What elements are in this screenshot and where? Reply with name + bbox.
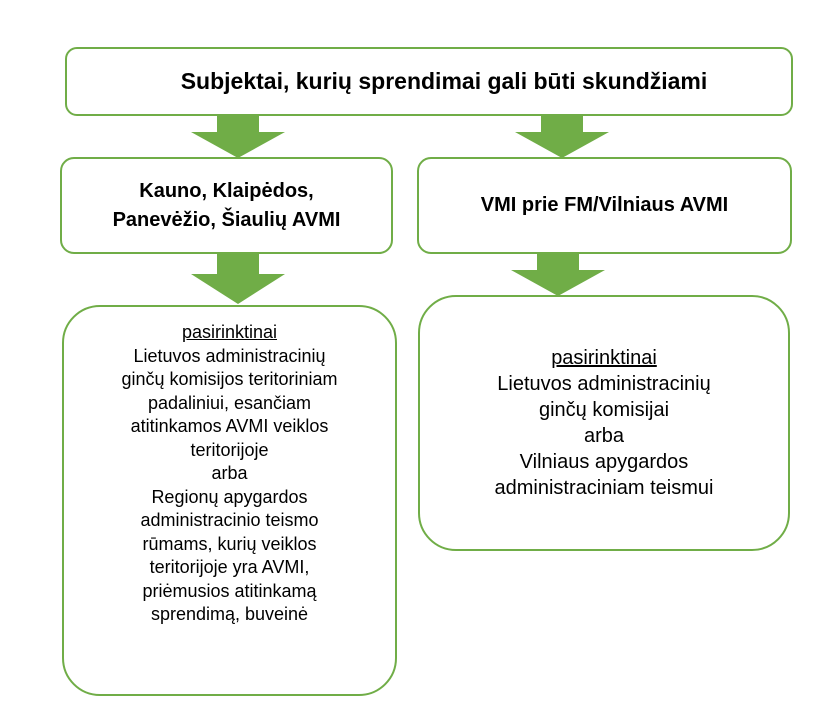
arrow-left-down-shape xyxy=(191,254,285,304)
arrow-right-down xyxy=(511,254,605,296)
top-box xyxy=(65,47,793,116)
arrow-top-left xyxy=(191,116,285,158)
left-result-heading: pasirinktinai xyxy=(181,322,278,342)
right-result-box xyxy=(418,295,790,551)
left-result-line: rūmams, kurių veiklos xyxy=(142,533,317,554)
left-result-line: padaliniui, esančiam xyxy=(147,392,312,413)
left-subject-line-2: Panevėžio, Šiaulių AVMI xyxy=(112,208,341,231)
arrow-top-right-shape xyxy=(515,116,609,158)
right-subject-text: VMI prie FM/Vilniaus AVMI xyxy=(480,194,729,216)
arrow-left-down xyxy=(191,254,285,304)
top-title: Subjektai, kurių sprendimai gali būti skundžiami xyxy=(180,68,708,94)
left-result-box xyxy=(62,305,397,696)
arrow-right-down-shape xyxy=(511,254,605,296)
right-subject-box xyxy=(417,157,792,254)
left-result-line: atitinkamos AVMI veiklos xyxy=(130,416,329,436)
right-result-line: Lietuvos administracinių xyxy=(497,373,711,395)
arrow-top-right xyxy=(515,116,609,158)
right-result-line: Vilniaus apygardos xyxy=(519,451,689,473)
left-subject-line-1: Kauno, Klaipėdos, xyxy=(139,179,314,202)
left-result-line: priėmusios atitinkamą xyxy=(142,580,317,601)
left-result-line: arba xyxy=(211,463,248,483)
left-result-line: sprendimą, buveinė xyxy=(150,604,309,624)
right-result-line: ginčų komisijai xyxy=(538,399,670,421)
right-result-line: administraciniam teismui xyxy=(494,477,714,499)
arrow-top-left-shape xyxy=(191,116,285,158)
left-result-line: administracinio teismo xyxy=(140,510,319,530)
left-result-line: Regionų apygardos xyxy=(151,486,308,507)
left-result-line: teritorijoje xyxy=(190,439,269,460)
right-result-heading: pasirinktinai xyxy=(551,347,657,369)
left-subject-box xyxy=(60,157,393,254)
left-result-line: teritorijoje yra AVMI, xyxy=(149,557,310,577)
left-result-line: Lietuvos administracinių xyxy=(133,345,326,366)
right-result-line: arba xyxy=(583,425,625,447)
left-result-line: ginčų komisijos teritoriniam xyxy=(121,369,338,389)
